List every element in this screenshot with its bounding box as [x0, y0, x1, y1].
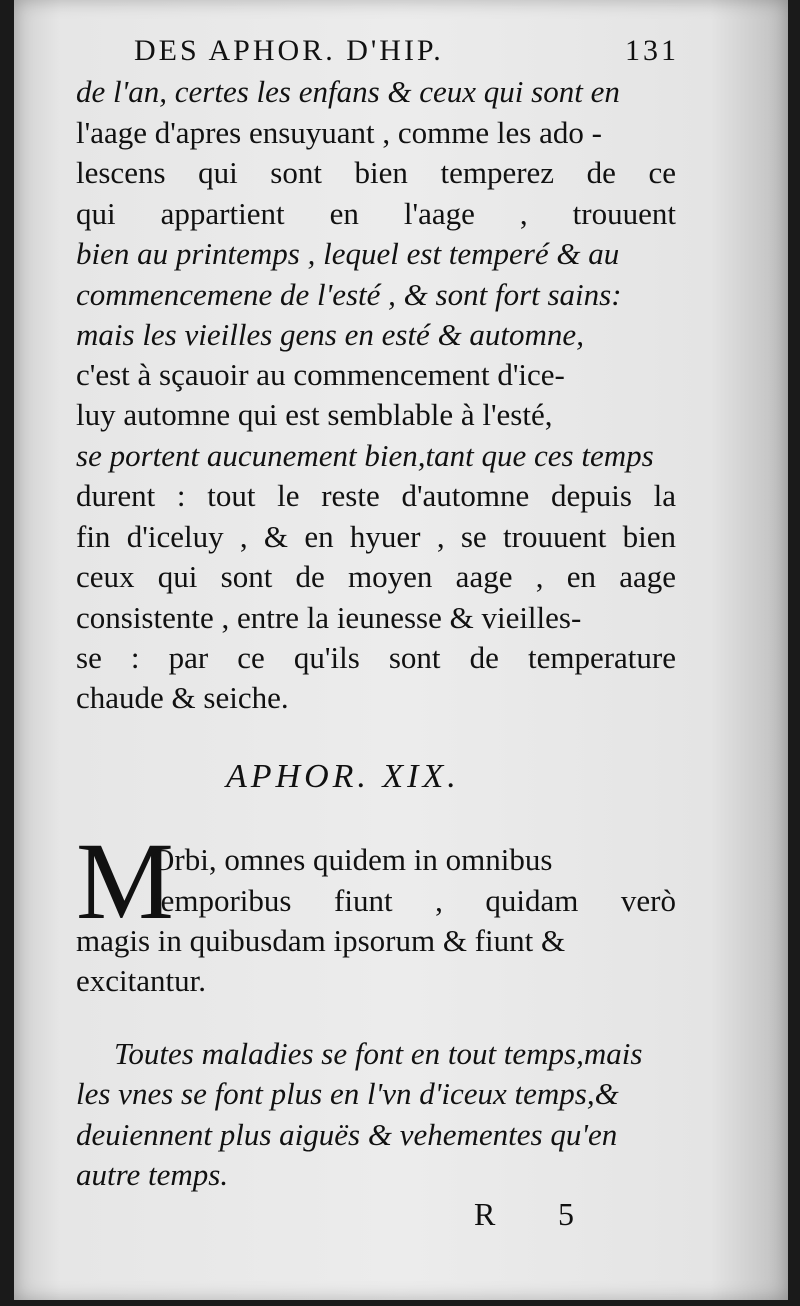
text-line: se portent aucunement bien,tant que ces temps [76, 438, 654, 473]
translation-line: les vnes se font plus en l'vn d'iceux temps,& [76, 1076, 619, 1111]
aphorism-heading: APHOR. XIX. [226, 758, 460, 795]
translation-line: autre temps. [76, 1157, 229, 1192]
text-line: consistente , entre la ieunesse & vieilles- [76, 600, 582, 635]
latin-line: Orbi, omnes quidem in omnibus [152, 842, 553, 877]
text-line: lescens qui sont bien temperez de ce [76, 155, 676, 190]
signature-letter: R [474, 1196, 496, 1232]
text-line: c'est à sçauoir au commencement d'ice- [76, 357, 565, 392]
translation-line: Toutes maladies se font en tout temps,mais [114, 1036, 643, 1071]
text-line: durent : tout le reste d'automne depuis la [76, 478, 676, 513]
text-line: qui appartient en l'aage , trouuent [76, 196, 676, 231]
text-line: chaude & seiche. [76, 680, 289, 715]
running-title: DES APHOR. D'HIP. [134, 34, 444, 67]
text-line: luy automne qui est semblable à l'esté, [76, 397, 553, 432]
latin-line: excitantur. [76, 963, 206, 998]
signature-number: 5 [558, 1196, 574, 1232]
text-line: de l'an, certes les enfans & ceux qui sont en [76, 74, 620, 109]
text-line: se : par ce qu'ils sont de temperature [76, 640, 676, 675]
text-line: commencemene de l'esté , & sont fort sains: [76, 277, 622, 312]
translation-line: deuiennent plus aiguës & vehementes qu'en [76, 1117, 618, 1152]
latin-line: magis in quibusdam ipsorum & fiunt & [76, 923, 566, 958]
signature-mark [474, 1196, 574, 1233]
text-line: bien au printemps , lequel est temperé & au [76, 236, 620, 271]
latin-line: temporibus fiunt , quidam verò [152, 883, 676, 918]
book-page [14, 0, 788, 1300]
drop-cap: M [76, 820, 174, 942]
text-line: ceux qui sont de moyen aage , en aage [76, 559, 676, 594]
text-line: l'aage d'apres ensuyuant , comme les ado - [76, 115, 602, 150]
page-number: 131 [625, 34, 679, 67]
text-line: mais les vieilles gens en esté & automne, [76, 317, 584, 352]
text-line: fin d'iceluy , & en hyuer , se trouuent bien [76, 519, 676, 554]
running-header [134, 34, 679, 68]
